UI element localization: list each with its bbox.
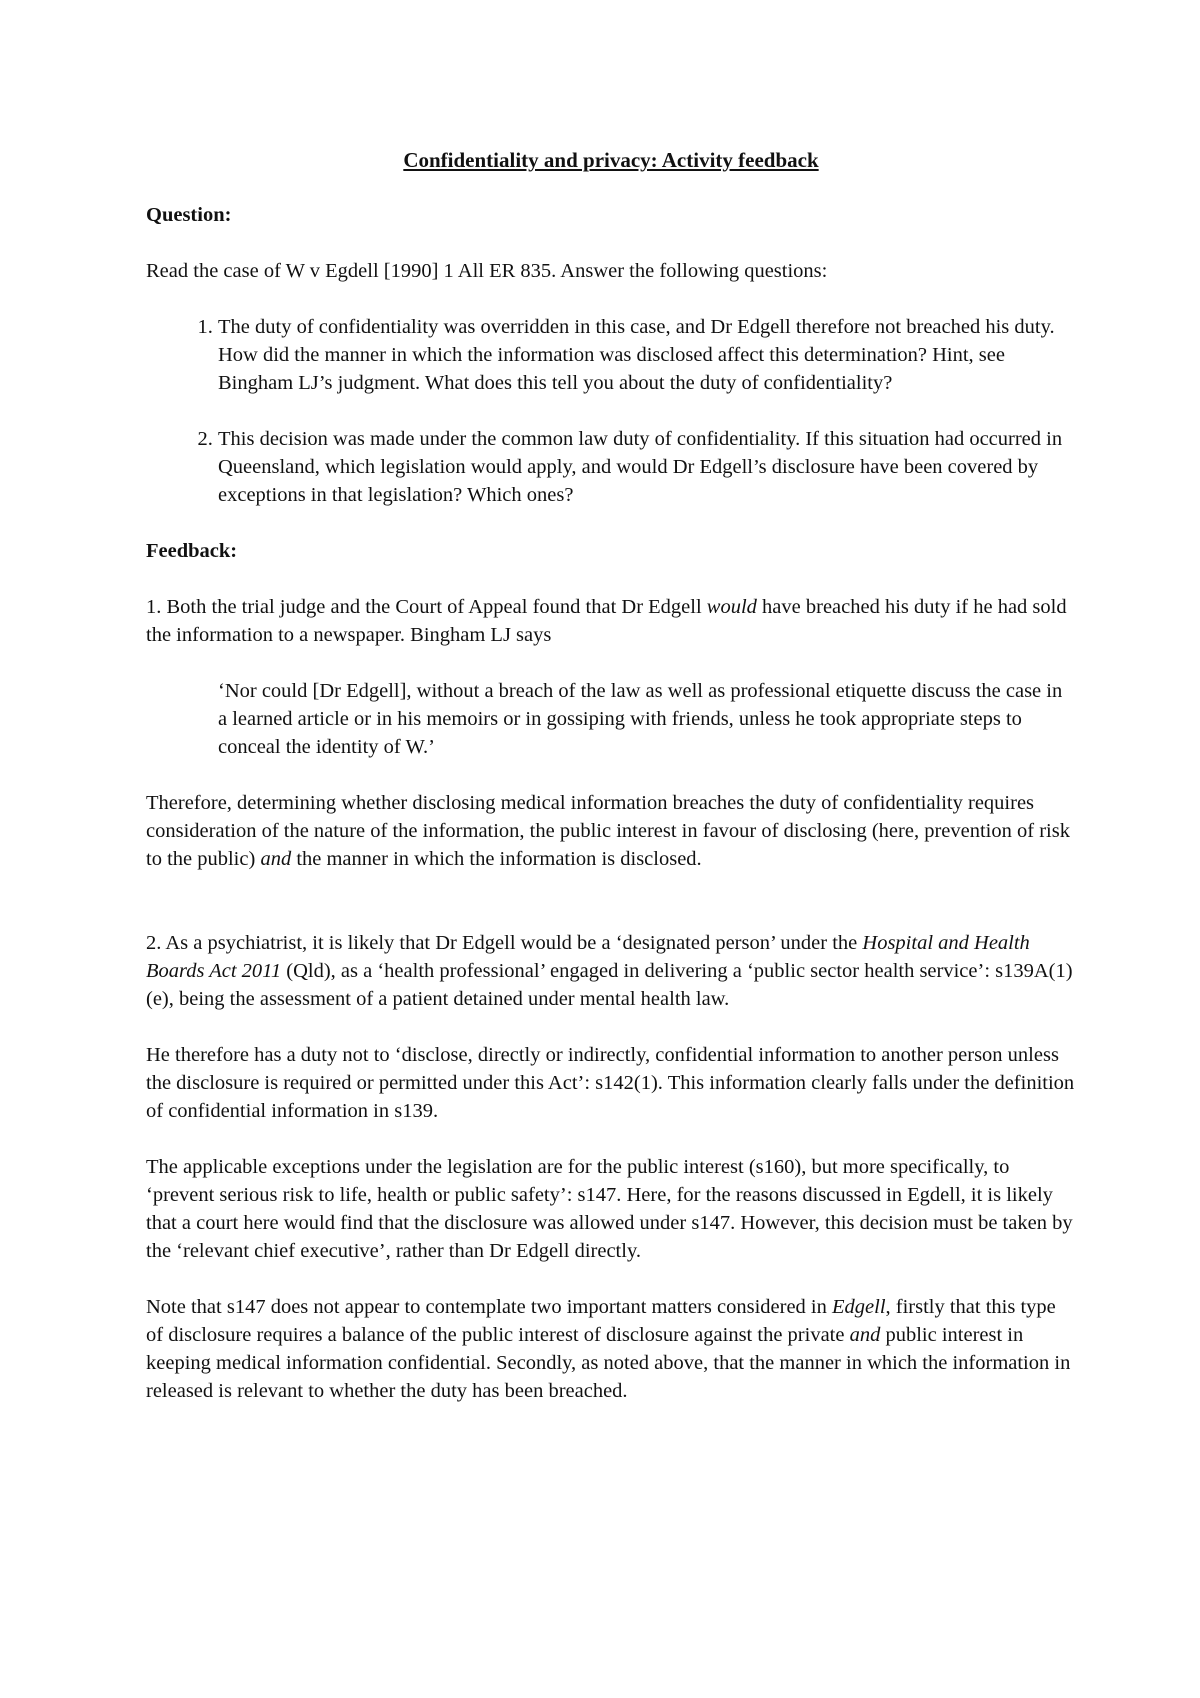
document-page [146, 146, 1076, 1433]
feedback-1-text-a: 1. Both the trial judge and the Court of Appeal found that Dr Edgell [146, 596, 707, 618]
note-case-name: Edgell [832, 1296, 886, 1318]
feedback-paragraph-2 [146, 929, 1076, 1013]
spacer [146, 901, 1076, 929]
therefore-text-b: the manner in which the information is disclosed. [291, 848, 702, 870]
therefore-paragraph [146, 789, 1076, 873]
feedback-2-text-a: 2. As a psychiatrist, it is likely that Dr Edgell would be a ‘designated person’ under the [146, 932, 863, 954]
therefore-emphasis: and [260, 848, 292, 870]
document-title: Confidentiality and privacy: Activity feedback [403, 148, 819, 172]
duty-paragraph: He therefore has a duty not to ‘disclose, directly or indirectly, confidential information to another person unless the disclosure is required or permitted under this Act’: s142(1). This information clearly falls under the definition of confidential information in s139. [146, 1044, 1075, 1122]
exceptions-paragraph: The applicable exceptions under the legislation are for the public interest (s160), but more specifically, to ‘prevent serious risk to life, health or public safety’: s147. Here, for the reasons discussed in Egdell, it is likely that a court here would find that the disclosure was allowed under s147. However, this decision must be taken by the ‘relevant chief executive’, rather than Dr Edgell directly. [146, 1156, 1073, 1262]
note-paragraph [146, 1293, 1076, 1405]
note-text-c: public interest in keeping medical information confidential. Secondly, as noted above, that the manner in which the information in released is relevant to whether the duty has been breached. [146, 1324, 1071, 1402]
feedback-1-emphasis: would [706, 596, 757, 618]
feedback-paragraph-1 [146, 593, 1076, 649]
therefore-text-a: Therefore, determining whether disclosing medical information breaches the duty of confidentiality requires consideration of the nature of the information, the public interest in favour of disclosing (here, prevention of risk to the public) [146, 792, 1070, 870]
feedback-heading: Feedback: [146, 540, 238, 562]
bingham-quote: ‘Nor could [Dr Edgell], without a breach of the law as well as professional etiquette discuss the case in a learned article or in his memoirs or in gossiping with friends, unless he took appropriate steps to conceal the identity of W.’ [218, 680, 1063, 758]
question-list [146, 313, 1076, 509]
question-heading: Question: [146, 204, 232, 226]
question-intro: Read the case of W v Egdell [1990] 1 All ER 835. Answer the following questions: [146, 260, 828, 282]
feedback-1-text-b: have breached his duty if he had sold the information to a newspaper. Bingham LJ says [146, 596, 1067, 646]
act-name: Hospital and Health Boards Act 2011 [146, 932, 1030, 982]
feedback-2-text-b: (Qld), as a ‘health professional’ engaged in delivering a ‘public sector health service’: s139A(1)(e), being the assessment of a patient detained under mental health law. [146, 960, 1073, 1010]
note-text-a: Note that s147 does not appear to contemplate two important matters considered in [146, 1296, 832, 1318]
question-item-1: 1. The duty of confidentiality was overridden in this case, and Dr Edgell therefore not breached his duty. How did the manner in which the information was disclosed affect this determination? Hint, see Bingham LJ’s judgment. What does this tell you about the duty of confidentiality? [218, 313, 1076, 397]
note-text-b: , firstly that this type of disclosure requires a balance of the public interest of disclosure against the private [146, 1296, 1056, 1346]
note-emphasis: and [849, 1324, 881, 1346]
question-item-2: 2. This decision was made under the common law duty of confidentiality. If this situation had occurred in Queensland, which legislation would apply, and would Dr Edgell’s disclosure have been covered by exceptions in that legislation? Which ones? [218, 425, 1076, 509]
